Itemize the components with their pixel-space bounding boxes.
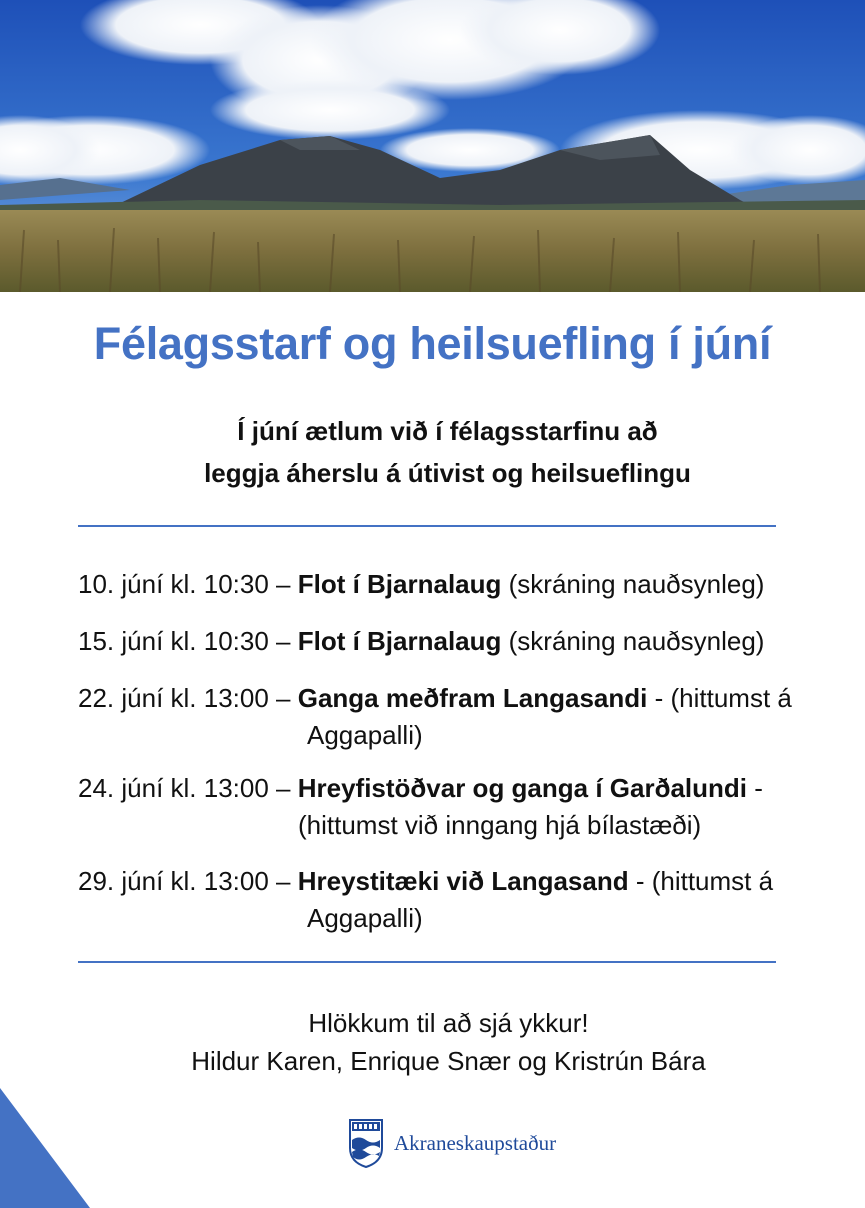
divider bbox=[78, 525, 776, 527]
event-note: - bbox=[747, 773, 763, 803]
event-note: (skráning nauðsynleg) bbox=[501, 569, 765, 599]
event-name: Ganga meðfram Langasandi bbox=[297, 683, 648, 713]
event-time: 29. júní kl. 13:00 – bbox=[78, 866, 298, 896]
event-item bbox=[78, 566, 838, 623]
event-note-continued: Aggapalli) bbox=[307, 720, 423, 750]
event-note: (skráning nauðsynleg) bbox=[501, 626, 765, 656]
event-time: 22. júní kl. 13:00 – bbox=[78, 683, 298, 713]
event-note: - (hittumst á bbox=[647, 683, 792, 713]
event-note-continued: Aggapalli) bbox=[307, 903, 423, 933]
event-time: 24. júní kl. 13:00 – bbox=[78, 773, 298, 803]
event-item bbox=[78, 770, 838, 863]
header-image bbox=[0, 0, 865, 292]
mountain-landscape-image bbox=[0, 0, 865, 292]
corner-decoration bbox=[0, 1088, 90, 1208]
event-name: Hreyfistöðvar og ganga í Garðalundi bbox=[297, 773, 748, 803]
event-item bbox=[78, 680, 838, 770]
akranes-crest-icon bbox=[348, 1118, 384, 1168]
event-note: - (hittumst á bbox=[628, 866, 774, 896]
event-note-continued: (hittumst við inngang hjá bílastæði) bbox=[298, 810, 702, 840]
event-name: Hreystitæki við Langasand bbox=[297, 866, 629, 896]
logo-text: Akraneskaupstaður bbox=[394, 1130, 557, 1155]
intro-line: leggja áherslu á útivist og heilsueflingu bbox=[204, 458, 691, 488]
event-name: Flot í Bjarnalaug bbox=[297, 626, 502, 656]
event-item bbox=[78, 623, 838, 680]
intro-line: Í júní ætlum við í félagsstarfinu að bbox=[237, 416, 658, 446]
divider bbox=[78, 961, 776, 963]
event-time: 10. júní kl. 10:30 – bbox=[78, 569, 298, 599]
event-item bbox=[78, 863, 838, 943]
logo bbox=[348, 1116, 556, 1170]
event-time: 15. júní kl. 10:30 – bbox=[78, 626, 298, 656]
closing-greeting: Hlökkum til að sjá ykkur! bbox=[308, 1008, 589, 1038]
event-name: Flot í Bjarnalaug bbox=[297, 569, 502, 599]
intro-text bbox=[0, 410, 865, 494]
closing-text bbox=[0, 1004, 865, 1080]
page-title: Félagsstarf og heilsuefling í júní bbox=[93, 318, 772, 369]
closing-signature: Hildur Karen, Enrique Snær og Kristrún Bára bbox=[191, 1046, 706, 1076]
event-list bbox=[78, 566, 838, 943]
